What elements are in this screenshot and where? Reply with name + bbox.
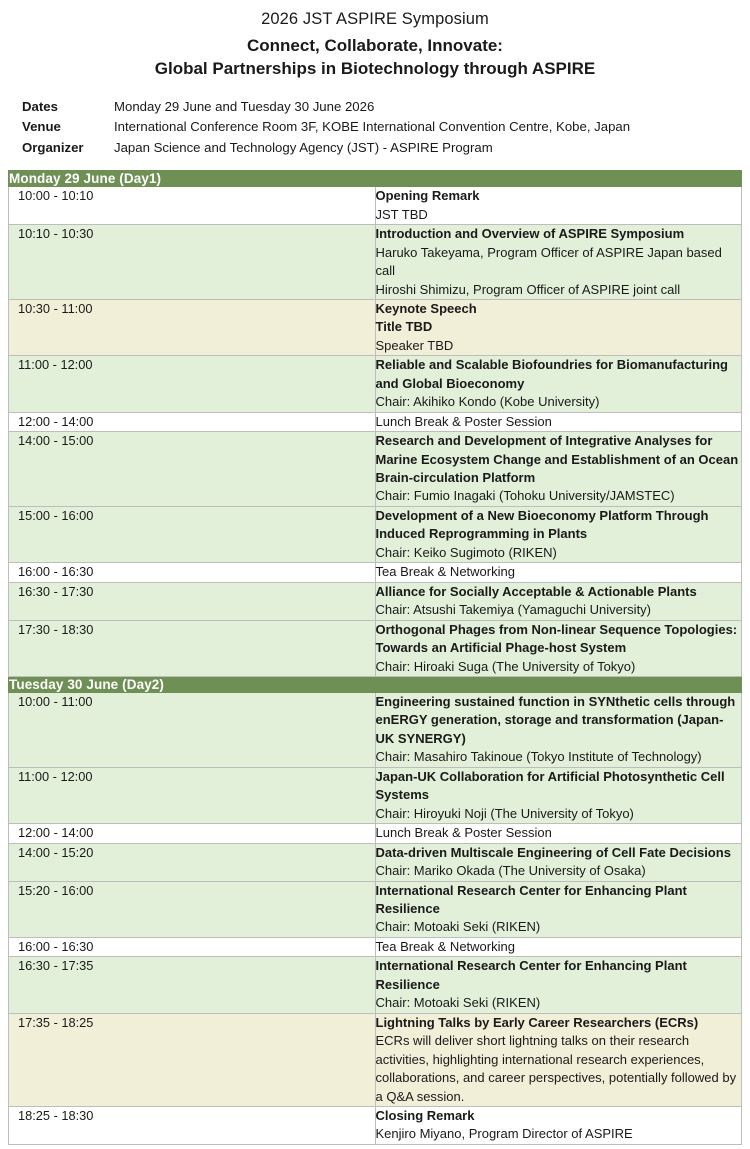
session-title: Closing Remark [375,1107,475,1123]
session-subtitle: Chair: Mariko Okada (The University of Osaka) [375,863,646,879]
session-details [375,432,742,507]
schedule-row [9,187,742,225]
detail-row-dates [22,97,742,117]
schedule-row [9,693,742,768]
session-title: International Research Center for Enhancing Plant Resilience [375,958,687,992]
detail-row-venue [22,117,742,137]
title-block [8,10,742,81]
schedule-row [9,1013,742,1106]
session-time: 10:10 - 10:30 [9,225,376,300]
schedule-row [9,432,742,507]
schedule-row [9,843,742,881]
session-details [375,356,742,412]
session-details [375,1106,742,1144]
session-details [375,881,742,937]
session-time: 10:00 - 10:10 [9,187,376,225]
session-details [375,693,742,768]
session-title: International Research Center for Enhancing Plant Resilience [375,882,687,916]
session-details [375,412,742,431]
session-title: Introduction and Overview of ASPIRE Symposium [375,226,685,242]
session-subtitle: Chair: Hiroaki Suga (The University of Tokyo) [375,658,636,674]
schedule-row [9,299,742,355]
session-title: Development of a New Bioeconomy Platform Through Induced Reprogramming in Plants [375,507,709,542]
session-subtitle: Chair: Hiroyuki Noji (The University of Tokyo) [375,805,634,821]
session-subtitle: Chair: Masahiro Takinoue (Tokyo Institute of Technology) [375,749,702,765]
session-title: Research and Development of Integrative Analyses for Marine Ecosystem Change and Establishment of an Ocean Brain-circulation Platform [375,433,739,486]
day-header-label: Tuesday 30 June (Day2) [9,677,742,693]
session-subtitle: ECRs will deliver short lightning talks on their research activities, highlighting international research experiences, collaborations, and career perspectives, potentially followed by a Q&A session. [375,1033,737,1104]
session-title: Engineering sustained function in SYNthetic cells through enERGY generation, storage and transformation (Japan-UK SYNERGY) [375,694,736,746]
session-time: 17:35 - 18:25 [9,1013,376,1106]
schedule-row [9,412,742,431]
session-time: 14:00 - 15:00 [9,432,376,507]
schedule-row [9,824,742,843]
session-subtitle: Chair: Keiko Sugimoto (RIKEN) [375,544,557,560]
session-details [375,1013,742,1106]
schedule-row [9,225,742,300]
detail-label-venue: Venue [22,119,61,135]
detail-value-venue: International Conference Room 3F, KOBE International Convention Centre, Kobe, Japan [114,119,631,135]
session-time: 12:00 - 14:00 [9,824,376,843]
session-subtitle: Chair: Fumio Inagaki (Tohoku University/JAMSTEC) [375,488,675,504]
session-details [375,824,742,843]
session-time: 15:00 - 16:00 [9,506,376,562]
session-time: 16:30 - 17:30 [9,582,376,620]
day-header-row [9,677,742,693]
session-subtitle: Chair: Motoaki Seki (RIKEN) [375,995,541,1011]
detail-value-dates: Monday 29 June and Tuesday 30 June 2026 [114,98,375,114]
symposium-theme-line2: Global Partnerships in Biotechnology through ASPIRE [154,58,596,78]
schedule-table [8,170,742,1145]
session-time: 16:30 - 17:35 [9,957,376,1013]
session-title: Opening Remark [375,188,480,204]
session-title: Lightning Talks by Early Career Researchers (ECRs) [375,1014,699,1030]
session-details [375,187,742,225]
session-time: 16:00 - 16:30 [9,937,376,956]
session-details [375,225,742,300]
symposium-name: 2026 JST ASPIRE Symposium [261,10,489,28]
detail-row-organizer [22,138,742,158]
schedule-row [9,582,742,620]
session-details [375,582,742,620]
session-time: 11:00 - 12:00 [9,356,376,412]
schedule-row [9,356,742,412]
event-details [22,97,742,158]
session-break-label: Tea Break & Networking [375,564,515,580]
detail-label-dates: Dates [22,98,58,114]
session-subtitle: Chair: Akihiko Kondo (Kobe University) [375,394,600,410]
session-subtitle: Chair: Atsushi Takemiya (Yamaguchi University) [375,602,652,618]
detail-label-organizer: Organizer [22,139,84,155]
detail-value-organizer: Japan Science and Technology Agency (JST) - ASPIRE Program [114,139,493,155]
session-subtitle: Chair: Motoaki Seki (RIKEN) [375,919,541,935]
session-subtitle-secondary: Hiroshi Shimizu, Program Officer of ASPIRE joint call [375,281,681,297]
schedule-row [9,506,742,562]
session-subtitle: Title TBD [375,319,433,335]
session-details [375,937,742,956]
session-details [375,767,742,823]
schedule-row [9,957,742,1013]
schedule-row [9,1106,742,1144]
session-time: 10:30 - 11:00 [9,299,376,355]
session-subtitle-secondary: Speaker TBD [375,337,454,353]
session-title: Reliable and Scalable Biofoundries for Biomanufacturing and Global Bioeconomy [375,357,728,391]
schedule-row [9,881,742,937]
session-time: 15:20 - 16:00 [9,881,376,937]
session-subtitle: Haruko Takeyama, Program Officer of ASPIRE Japan based call [375,244,722,279]
session-subtitle: Kenjiro Miyano, Program Director of ASPIRE [375,1126,633,1142]
session-subtitle: JST TBD [375,206,428,222]
session-details [375,843,742,881]
session-details [375,506,742,562]
session-time: 14:00 - 15:20 [9,843,376,881]
schedule-row [9,767,742,823]
session-break-label: Lunch Break & Poster Session [375,413,552,429]
session-title: Keynote Speech [375,300,477,316]
session-title: Orthogonal Phages from Non-linear Sequence Topologies: Towards an Artificial Phage-host System [375,621,738,656]
session-details [375,957,742,1013]
session-time: 11:00 - 12:00 [9,767,376,823]
session-time: 16:00 - 16:30 [9,563,376,582]
session-details [375,620,742,676]
session-break-label: Tea Break & Networking [375,938,515,954]
session-details [375,563,742,582]
schedule-row [9,620,742,676]
session-break-label: Lunch Break & Poster Session [375,825,552,841]
session-time: 12:00 - 14:00 [9,412,376,431]
schedule-row [9,563,742,582]
session-time: 17:30 - 18:30 [9,620,376,676]
session-details [375,299,742,355]
schedule-row [9,937,742,956]
session-time: 18:25 - 18:30 [9,1106,376,1144]
day-header-row [9,171,742,187]
session-title: Alliance for Socially Acceptable & Actionable Plants [375,583,697,599]
session-title: Data-driven Multiscale Engineering of Cell Fate Decisions [375,844,731,860]
symposium-theme-line1: Connect, Collaborate, Innovate: [247,36,503,55]
session-title: Japan-UK Collaboration for Artificial Photosynthetic Cell Systems [375,768,725,803]
session-time: 10:00 - 11:00 [9,693,376,768]
day-header-label: Monday 29 June (Day1) [9,171,742,187]
